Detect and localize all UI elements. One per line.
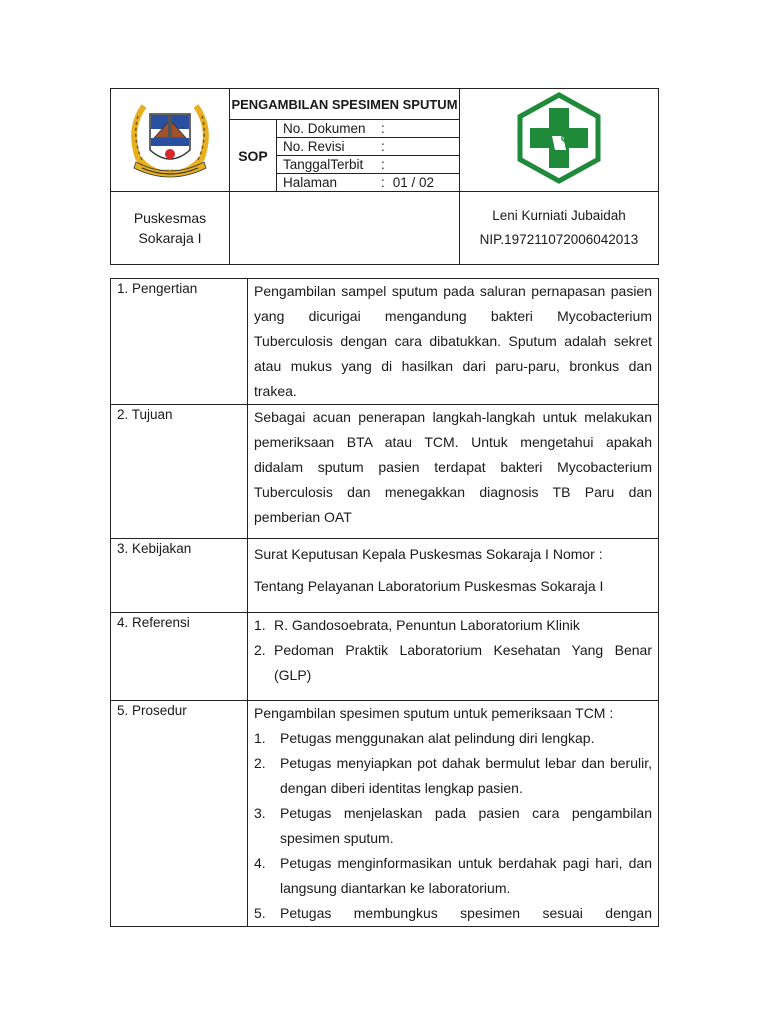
signatory-cell [460, 192, 659, 265]
list-text: Petugas menginformasikan untuk berdahak pagi hari, dan langsung diantarkan ke laboratorium. [280, 855, 652, 896]
meta-separator: : [381, 139, 385, 154]
list-number: 2. [254, 755, 266, 771]
list-item [254, 801, 652, 851]
list-text: Petugas menggunakan alat pelindung diri lengkap. [280, 730, 595, 746]
banyumas-emblem-icon [124, 98, 216, 178]
list-text: Petugas membungkus spesimen sesuai dengan [280, 905, 652, 921]
meta-label: TanggalTerbit [283, 157, 364, 172]
list-item [254, 613, 652, 638]
list-item [254, 638, 652, 688]
meta-value: 01 / 02 [392, 175, 435, 190]
empty-signature-cell [230, 192, 460, 265]
organization-cell [111, 192, 230, 265]
sop-content-table [110, 278, 659, 927]
section-content-referensi [248, 613, 659, 701]
section-label-prosedur: 5. Prosedur [111, 701, 248, 927]
meta-separator: : [381, 175, 385, 190]
list-number: 1. [254, 730, 266, 746]
list-item [254, 726, 652, 751]
meta-label: Halaman [283, 175, 338, 190]
signatory-nip: NIP.197211072006042013 [479, 232, 639, 247]
section-content-kebijakan [248, 539, 659, 613]
list-text: Pedoman Praktik Laboratorium Kesehatan Yang Benar (GLP) [274, 642, 652, 683]
kebijakan-line-2: Tentang Pelayanan Laboratorium Puskesmas Sokaraja I [254, 578, 604, 594]
regency-emblem-cell [111, 89, 230, 192]
section-label-pengertian: 1. Pengertian [111, 279, 248, 405]
list-text: R. Gandosoebrata, Penuntun Laboratorium Klinik [274, 617, 580, 633]
meta-row-halaman [277, 174, 460, 192]
list-number: 3. [254, 805, 266, 821]
organization-name: Puskesmas [133, 210, 207, 226]
list-text: Petugas menyiapkan pot dahak bermulut lebar dan berulir, dengan diberi identitas lengkap pasien. [280, 755, 652, 796]
tujuan-text: Sebagai acuan penerapan langkah-langkah untuk melakukan pemeriksaan BTA atau TCM. Untuk mengetahui apakah didalam sputum pasien terdapat bakteri Mycobacterium Tuberculosis dan menegakkan diagnosis TB Paru dan pemberian OAT [254, 409, 652, 525]
organization-unit: Sokaraja I [138, 230, 202, 246]
list-item [254, 851, 652, 901]
section-label-kebijakan: 3. Kebijakan [111, 539, 248, 613]
sop-header-table [110, 88, 659, 265]
puskesmas-logo-cell [460, 89, 659, 192]
section-content-pengertian [248, 279, 659, 405]
section-content-prosedur [248, 701, 659, 927]
list-item [254, 751, 652, 801]
section-label-referensi: 4. Referensi [111, 613, 248, 701]
pengertian-text: Pengambilan sampel sputum pada saluran pernapasan pasien yang dicurigai mengandung bakteri Mycobacterium Tuberculosis dengan cara dibatukkan. Sputum adalah sekret atau mukus yang di hasilkan dari paru-paru, bronkus dan trakea. [254, 283, 652, 399]
list-number: 2. [254, 642, 266, 658]
list-number: 4. [254, 855, 266, 871]
meta-row-no-revisi [277, 138, 460, 156]
meta-label: No. Dokumen [283, 121, 366, 136]
meta-separator: : [381, 121, 385, 136]
kebijakan-line-1: Surat Keputusan Kepala Puskesmas Sokaraja I Nomor : [254, 546, 603, 562]
section-label-tujuan: 2. Tujuan [111, 405, 248, 539]
prosedur-intro: Pengambilan spesimen sputum untuk pemeriksaan TCM : [254, 705, 614, 721]
meta-row-tanggal-terbit [277, 156, 460, 174]
list-text: Petugas menjelaskan pada pasien cara pengambilan spesimen sputum. [280, 805, 652, 846]
sop-label: SOP [230, 120, 277, 192]
meta-label: No. Revisi [283, 139, 345, 154]
puskesmas-logo-icon [514, 92, 604, 184]
section-content-tujuan [248, 405, 659, 539]
list-number: 5. [254, 905, 266, 921]
list-number: 1. [254, 617, 266, 633]
document-title: PENGAMBILAN SPESIMEN SPUTUM [230, 89, 460, 120]
signatory-name: Leni Kurniati Jubaidah [492, 208, 626, 223]
list-item [254, 901, 652, 926]
meta-separator: : [381, 157, 385, 172]
meta-row-no-dokumen [277, 120, 460, 138]
